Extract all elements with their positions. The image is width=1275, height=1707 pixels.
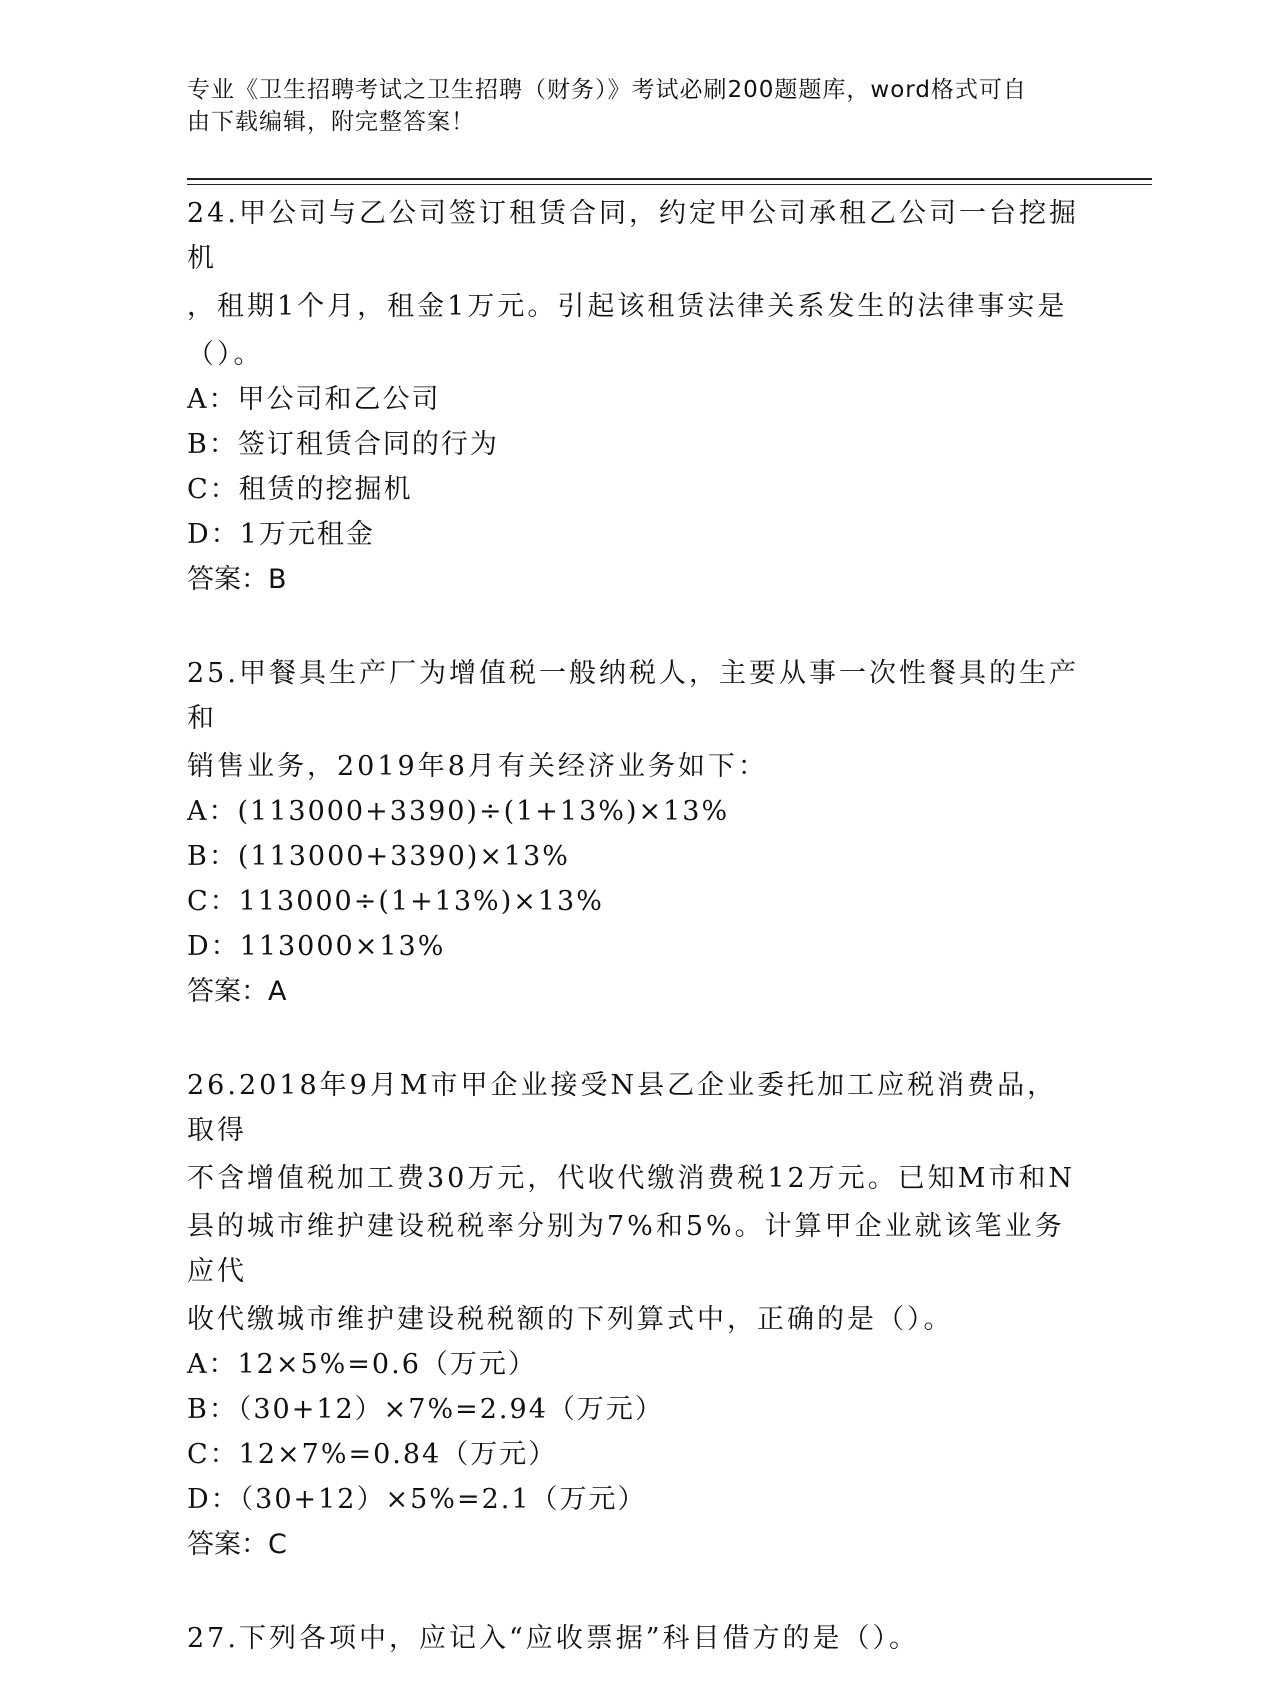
question-stem-line: （）。 [187, 339, 264, 370]
answer-line [187, 557, 1087, 602]
option-a: A：12×5%=0.6（万元） [187, 1349, 537, 1380]
header-line-1: 专业《卫生招聘考试之卫生招聘（财务）》考试必刷200题题库，word格式可自 [187, 77, 1027, 103]
header-line-2: 由下载编辑，附完整答案！ [187, 109, 475, 135]
question-list [187, 188, 1087, 1707]
answer-label: 答案： [187, 976, 268, 1007]
question-stem-line: 27.下列各项中，应记入“应收票据”科目借方的是（）。 [187, 1623, 920, 1654]
option-d: D：（30+12）×5%=2.1（万元） [187, 1484, 647, 1515]
option-b: B：(113000+3390)×13% [187, 841, 570, 872]
answer-value: C [268, 1529, 287, 1560]
answer-value: A [268, 976, 287, 1007]
question-25 [187, 648, 1087, 1014]
option-b: B：签订租赁合同的行为 [187, 429, 499, 460]
option-c: C：12×7%=0.84（万元） [187, 1439, 558, 1470]
question-27 [187, 1613, 1087, 1661]
question-stem-line: 县的城市维护建设税税率分别为7%和5%。计算甲企业就该笔业务应代 [187, 1211, 1065, 1287]
question-stem-line: ，租期1个月，租金1万元。引起该租赁法律关系发生的法律事实是 [187, 291, 1068, 322]
answer-value: B [268, 564, 287, 595]
option-a: A：(113000+3390)÷(1+13%)×13% [187, 796, 730, 827]
answer-line [187, 969, 1087, 1014]
option-d: D：1万元租金 [187, 519, 375, 550]
answer-label: 答案： [187, 1529, 268, 1560]
question-stem-line: 收代缴城市维护建设税税额的下列算式中，正确的是（）。 [187, 1304, 954, 1335]
header-divider-thin [187, 184, 1152, 185]
option-a: A：甲公司和乙公司 [187, 384, 441, 415]
question-stem-line: 26.2018年9月M市甲企业接受N县乙企业委托加工应税消费品，取得 [187, 1070, 1058, 1146]
header-divider-thick [187, 178, 1152, 180]
question-stem-line: 不含增值税加工费30万元，代收代缴消费税12万元。已知M市和N [187, 1163, 1075, 1194]
answer-label: 答案： [187, 564, 268, 595]
question-24 [187, 188, 1087, 602]
question-stem-line: 25.甲餐具生产厂为增值税一般纳税人，主要从事一次性餐具的生产和 [187, 658, 1079, 734]
option-c: C：租赁的挖掘机 [187, 474, 413, 505]
option-b: B：（30+12）×7%=2.94（万元） [187, 1394, 664, 1425]
question-stem-line: 24.甲公司与乙公司签订租赁合同，约定甲公司承租乙公司一台挖掘机 [187, 198, 1079, 274]
option-c: C：113000÷(1+13%)×13% [187, 886, 604, 917]
answer-line [187, 1522, 1087, 1567]
question-26 [187, 1060, 1087, 1567]
question-stem-line: 销售业务，2019年8月有关经济业务如下： [187, 751, 768, 782]
option-d: D：113000×13% [187, 931, 446, 962]
document-header [187, 74, 1087, 138]
